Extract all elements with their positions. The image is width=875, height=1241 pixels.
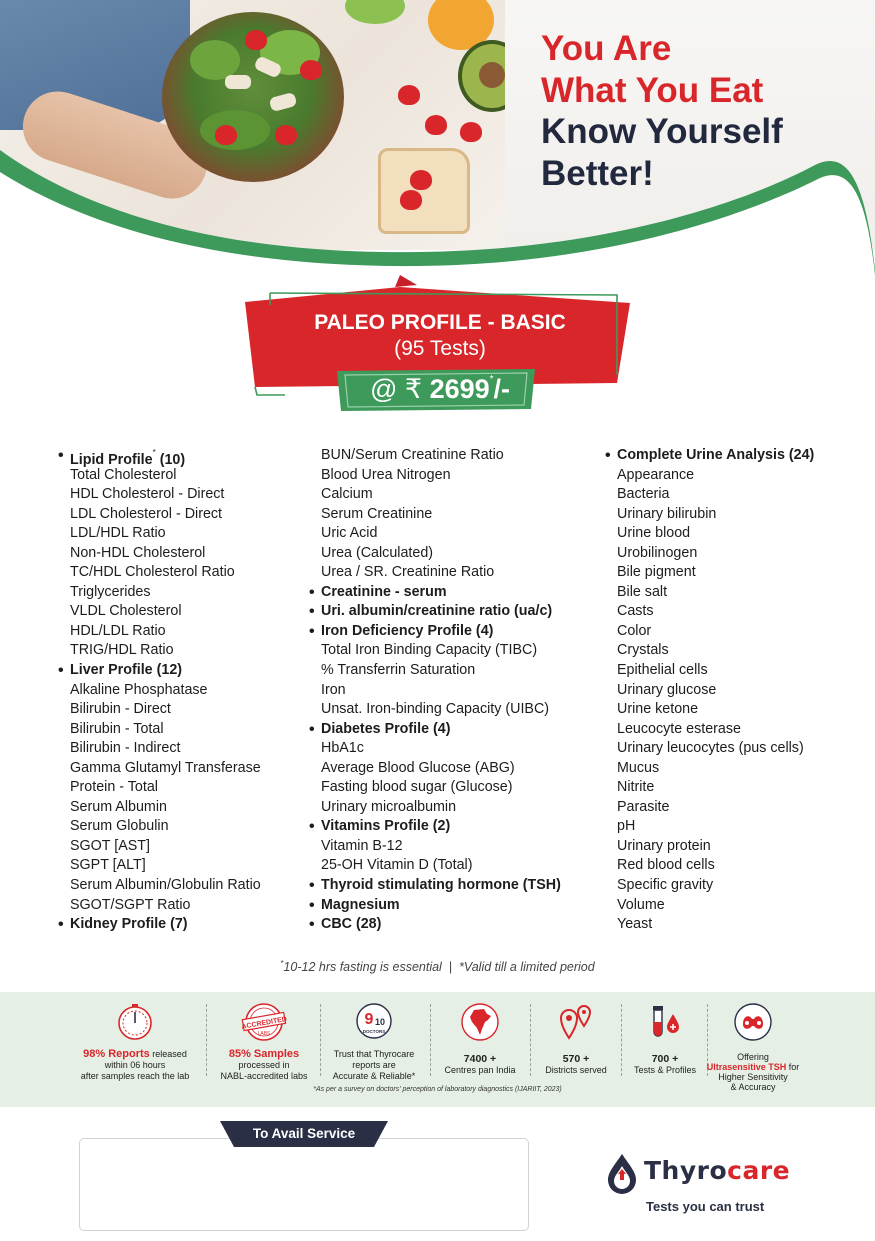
test-group-heading bbox=[321, 602, 561, 622]
test-name: Urea (Calculated) bbox=[321, 544, 434, 561]
feature-divider bbox=[206, 1004, 207, 1076]
headline-line-4: Better! bbox=[541, 153, 654, 193]
feature-nabl-bold: 85% Samples bbox=[228, 1048, 300, 1060]
thyroid-badge-icon bbox=[733, 1002, 773, 1042]
test-item bbox=[321, 837, 561, 857]
test-group-heading bbox=[321, 817, 561, 837]
test-name: Volume bbox=[617, 896, 665, 913]
test-name: Lipid Profile bbox=[70, 451, 153, 468]
feature-tsh-line2: Higher Sensitivity bbox=[718, 1072, 788, 1082]
feature-reports-line2: within 06 hours bbox=[104, 1060, 166, 1070]
test-count: (10) bbox=[155, 451, 186, 468]
test-name: Thyroid stimulating hormone (TSH) bbox=[321, 877, 561, 894]
test-name: SGOT [AST] bbox=[70, 837, 150, 854]
test-name: Leucocyte esterase bbox=[617, 720, 741, 737]
feature-divider bbox=[430, 1004, 431, 1076]
test-item bbox=[617, 817, 814, 837]
stopwatch-icon bbox=[115, 1002, 155, 1042]
thyrocare-tagline: Tests you can trust bbox=[646, 1199, 765, 1214]
test-name: Urinary glucose bbox=[617, 681, 717, 698]
test-name: Bile salt bbox=[617, 583, 668, 600]
test-name: Bacteria bbox=[617, 486, 670, 503]
feature-reports-line3: after samples reach the lab bbox=[80, 1071, 190, 1081]
test-item bbox=[617, 524, 814, 544]
test-name: Iron Deficiency Profile (4) bbox=[321, 622, 494, 639]
test-group-heading bbox=[321, 896, 561, 916]
test-item bbox=[617, 700, 814, 720]
test-item bbox=[70, 700, 261, 720]
test-item bbox=[617, 856, 814, 876]
feature-doctor-line1: Trust that Thyrocare bbox=[333, 1049, 415, 1059]
test-item bbox=[617, 641, 814, 661]
test-name: TRIG/HDL Ratio bbox=[70, 642, 174, 659]
feature-tsh-red: Ultrasensitive TSH bbox=[706, 1062, 787, 1072]
test-item bbox=[70, 524, 261, 544]
test-name: Bilirubin - Indirect bbox=[70, 740, 181, 757]
price-suffix: /- bbox=[493, 374, 511, 404]
feature-reports-rest: released bbox=[149, 1049, 187, 1059]
test-group-heading bbox=[321, 583, 561, 603]
test-name: Yeast bbox=[617, 916, 653, 933]
test-name: Vitamin B-12 bbox=[321, 837, 403, 854]
test-name: LDL Cholesterol - Direct bbox=[70, 505, 223, 522]
avail-service-label: To Avail Service bbox=[252, 1126, 356, 1141]
test-item bbox=[70, 681, 261, 701]
test-name: Bilirubin - Direct bbox=[70, 701, 171, 718]
test-name: 25-OH Vitamin D (Total) bbox=[321, 857, 473, 874]
test-name: Appearance bbox=[617, 466, 695, 483]
test-name: Protein - Total bbox=[70, 779, 158, 796]
test-name: SGOT/SGPT Ratio bbox=[70, 896, 191, 913]
test-name: Urinary microalbumin bbox=[321, 798, 457, 815]
test-name: Color bbox=[617, 622, 652, 639]
feature-centres-bold: 7400 + bbox=[463, 1053, 497, 1065]
test-name: Vitamins Profile (2) bbox=[321, 818, 451, 835]
test-name: TC/HDL Cholesterol Ratio bbox=[70, 564, 235, 581]
test-item bbox=[617, 466, 814, 486]
thyrocare-drop-icon bbox=[604, 1152, 640, 1198]
test-item bbox=[70, 778, 261, 798]
feature-nabl-text bbox=[210, 1049, 318, 1082]
price-mark: * bbox=[489, 374, 494, 385]
feature-districts-line2: Districts served bbox=[545, 1065, 607, 1075]
feature-doctor-line2: reports are bbox=[352, 1060, 396, 1070]
test-name: Average Blood Glucose (ABG) bbox=[321, 759, 515, 776]
test-name: Fasting blood sugar (Glucose) bbox=[321, 779, 513, 796]
test-item bbox=[70, 544, 261, 564]
thyrocare-wordmark bbox=[644, 1156, 790, 1185]
test-name: Red blood cells bbox=[617, 857, 715, 874]
test-item bbox=[321, 485, 561, 505]
test-item bbox=[617, 544, 814, 564]
feature-doctor-line3: Accurate & Reliable* bbox=[332, 1071, 416, 1081]
test-item bbox=[70, 485, 261, 505]
test-item bbox=[321, 739, 561, 759]
test-name: Crystals bbox=[617, 642, 669, 659]
test-tube-drop-icon bbox=[645, 1002, 685, 1042]
test-item bbox=[70, 837, 261, 857]
feature-tests-line2: Tests & Profiles bbox=[633, 1065, 697, 1075]
feature-tests-text bbox=[625, 1054, 705, 1076]
test-name: Mucus bbox=[617, 759, 660, 776]
test-item bbox=[321, 681, 561, 701]
profile-title: PALEO PROFILE - BASIC bbox=[314, 311, 566, 334]
test-name: Epithelial cells bbox=[617, 662, 708, 679]
test-item bbox=[321, 778, 561, 798]
feature-tsh-line3: & Accuracy bbox=[730, 1082, 776, 1092]
test-group-heading bbox=[321, 876, 561, 896]
hero-headline bbox=[541, 28, 783, 194]
test-name: Gamma Glutamyl Transferase bbox=[70, 759, 261, 776]
india-map-icon bbox=[460, 1002, 500, 1042]
test-name: Total Iron Binding Capacity (TIBC) bbox=[321, 642, 538, 659]
test-item bbox=[70, 641, 261, 661]
test-name: Bile pigment bbox=[617, 564, 696, 581]
test-item bbox=[321, 641, 561, 661]
test-item bbox=[321, 798, 561, 818]
test-name: Urinary bilirubin bbox=[617, 505, 717, 522]
feature-districts bbox=[534, 1002, 618, 1087]
test-name: Urinary leucocytes (pus cells) bbox=[617, 740, 804, 757]
test-name: Total Cholesterol bbox=[70, 466, 177, 483]
test-item bbox=[321, 544, 561, 564]
test-name: HDL/LDL Ratio bbox=[70, 622, 166, 639]
test-name: Blood Urea Nitrogen bbox=[321, 466, 451, 483]
profile-banner bbox=[245, 275, 635, 415]
trust-band bbox=[0, 992, 875, 1107]
test-name: Unsat. Iron-binding Capacity (UIBC) bbox=[321, 701, 550, 718]
test-group-heading bbox=[70, 661, 261, 681]
test-group-heading bbox=[321, 915, 561, 935]
feature-centres bbox=[434, 1002, 526, 1087]
test-name: Urine ketone bbox=[617, 701, 699, 718]
profile-price bbox=[245, 374, 635, 405]
test-name: LDL/HDL Ratio bbox=[70, 525, 166, 542]
stamp-text: ACCREDITED bbox=[241, 1016, 287, 1031]
test-name: Serum Creatinine bbox=[321, 505, 433, 522]
test-item bbox=[617, 915, 814, 935]
headline-line-3: Know Yourself bbox=[541, 112, 783, 151]
test-item bbox=[70, 759, 261, 779]
test-item bbox=[70, 505, 261, 525]
headline-line-2: What You Eat bbox=[541, 70, 764, 110]
test-item bbox=[617, 759, 814, 779]
feature-divider bbox=[320, 1004, 321, 1076]
test-name: Bilirubin - Total bbox=[70, 720, 164, 737]
test-name: HbA1c bbox=[321, 740, 364, 757]
test-item bbox=[70, 876, 261, 896]
test-item bbox=[617, 661, 814, 681]
test-group-heading bbox=[617, 446, 814, 466]
feature-divider bbox=[530, 1004, 531, 1076]
test-name: Casts bbox=[617, 603, 654, 620]
test-name: Uri. albumin/creatinine ratio (ua/c) bbox=[321, 603, 553, 620]
footnote-mark: * bbox=[280, 959, 284, 968]
test-name: Magnesium bbox=[321, 896, 400, 913]
feature-tests-bold: 700 + bbox=[651, 1053, 679, 1065]
test-item bbox=[617, 876, 814, 896]
feature-districts-bold: 570 + bbox=[562, 1053, 590, 1065]
test-item bbox=[617, 837, 814, 857]
headline-line-1: You Are bbox=[541, 29, 672, 68]
test-item bbox=[321, 563, 561, 583]
test-item bbox=[617, 602, 814, 622]
feature-reports-text bbox=[70, 1049, 200, 1082]
test-item bbox=[321, 524, 561, 544]
hero-section bbox=[0, 0, 875, 275]
test-item bbox=[617, 583, 814, 603]
wordmark-care: care bbox=[727, 1156, 791, 1185]
test-item bbox=[70, 856, 261, 876]
stamp-subtext: LABS bbox=[257, 1031, 271, 1037]
feature-nabl-samples bbox=[210, 1002, 318, 1087]
test-item bbox=[321, 661, 561, 681]
test-name: CBC (28) bbox=[321, 916, 382, 933]
test-name: Liver Profile (12) bbox=[70, 662, 183, 679]
test-column-2 bbox=[321, 446, 561, 935]
test-name: Urea / SR. Creatinine Ratio bbox=[321, 564, 495, 581]
test-column-1 bbox=[70, 446, 261, 935]
test-item bbox=[321, 505, 561, 525]
test-item bbox=[70, 563, 261, 583]
feature-ultrasensitive-tsh bbox=[703, 1002, 803, 1092]
footnote-text: 10-12 hrs fasting is essential | *Valid till a limited period bbox=[283, 960, 595, 975]
test-item bbox=[321, 466, 561, 486]
profile-test-count: (95 Tests) bbox=[394, 337, 486, 360]
test-item bbox=[321, 446, 561, 466]
test-item bbox=[617, 798, 814, 818]
test-name: Creatinine - serum bbox=[321, 583, 447, 600]
test-name: SGPT [ALT] bbox=[70, 857, 146, 874]
feature-centres-line2: Centres pan India bbox=[444, 1065, 516, 1075]
test-item bbox=[617, 622, 814, 642]
footnote bbox=[0, 959, 875, 974]
test-name: Serum Globulin bbox=[70, 818, 169, 835]
test-name: Urinary protein bbox=[617, 837, 711, 854]
test-item bbox=[70, 720, 261, 740]
test-item bbox=[617, 681, 814, 701]
test-item bbox=[617, 896, 814, 916]
test-item bbox=[617, 485, 814, 505]
test-name: pH bbox=[617, 818, 636, 835]
test-name: Serum Albumin/Globulin Ratio bbox=[70, 877, 261, 894]
price-amount: 2699 bbox=[429, 374, 490, 404]
location-pins-icon bbox=[556, 1002, 596, 1042]
test-group-heading bbox=[70, 915, 261, 935]
test-name: Calcium bbox=[321, 486, 373, 503]
avail-service-box bbox=[79, 1138, 529, 1231]
test-item bbox=[617, 739, 814, 759]
test-item bbox=[321, 856, 561, 876]
test-name: Iron bbox=[321, 681, 346, 698]
test-mark: * bbox=[152, 448, 156, 457]
feature-doctor-text bbox=[324, 1049, 424, 1082]
feature-doctor-trust bbox=[324, 1002, 424, 1087]
feature-divider bbox=[621, 1004, 622, 1076]
test-item bbox=[70, 622, 261, 642]
test-item bbox=[617, 563, 814, 583]
test-item bbox=[321, 759, 561, 779]
test-name: Parasite bbox=[617, 798, 670, 815]
test-name: Nitrite bbox=[617, 779, 655, 796]
thyrocare-logo bbox=[604, 1150, 804, 1220]
test-item bbox=[70, 739, 261, 759]
test-item bbox=[70, 896, 261, 916]
test-item bbox=[70, 602, 261, 622]
nine-of-ten-doctors-icon bbox=[354, 1002, 394, 1042]
test-name: Non-HDL Cholesterol bbox=[70, 544, 206, 561]
accredited-stamp-icon bbox=[241, 1002, 287, 1042]
feature-tests bbox=[625, 1002, 705, 1087]
test-name: Urine blood bbox=[617, 525, 691, 542]
test-column-3 bbox=[617, 446, 814, 935]
price-prefix: @ ₹ bbox=[369, 374, 423, 404]
test-name: Urobilinogen bbox=[617, 544, 698, 561]
test-name: BUN/Serum Creatinine Ratio bbox=[321, 447, 504, 463]
test-item bbox=[617, 720, 814, 740]
test-name: VLDL Cholesterol bbox=[70, 603, 182, 620]
test-group-heading bbox=[321, 720, 561, 740]
test-name: % Transferrin Saturation bbox=[321, 662, 476, 679]
feature-tsh-line1: Offering bbox=[737, 1052, 769, 1062]
test-item bbox=[70, 817, 261, 837]
feature-districts-text bbox=[534, 1054, 618, 1076]
test-item bbox=[70, 583, 261, 603]
feature-nabl-line3: NABL-accredited labs bbox=[220, 1071, 308, 1081]
test-name: HDL Cholesterol - Direct bbox=[70, 486, 225, 503]
test-item bbox=[617, 778, 814, 798]
test-name: Kidney Profile (7) bbox=[70, 916, 188, 933]
test-group-heading bbox=[70, 446, 261, 466]
test-name: Alkaline Phosphatase bbox=[70, 681, 208, 698]
feature-nabl-line2: processed in bbox=[238, 1060, 290, 1070]
test-name: Serum Albumin bbox=[70, 798, 167, 815]
wordmark-thyro: Thyro bbox=[644, 1156, 728, 1185]
test-name: Complete Urine Analysis (24) bbox=[617, 447, 815, 463]
test-item bbox=[321, 700, 561, 720]
feature-tsh-red-rest: for bbox=[786, 1062, 800, 1072]
doctors-ten: 10 bbox=[374, 1017, 386, 1027]
survey-note: *As per a survey on doctors' perception of laboratory diagnostics (IJARIIT, 2023) bbox=[313, 1086, 562, 1093]
feature-reports-time bbox=[70, 1002, 200, 1087]
test-name: Triglycerides bbox=[70, 583, 151, 600]
test-name: Diabetes Profile (4) bbox=[321, 720, 451, 737]
feature-reports-bold: 98% Reports bbox=[83, 1048, 150, 1060]
feature-centres-text bbox=[434, 1054, 526, 1076]
doctors-nine: 9 bbox=[364, 1011, 374, 1028]
test-group-heading bbox=[321, 622, 561, 642]
test-name: Specific gravity bbox=[617, 877, 714, 894]
test-item bbox=[70, 466, 261, 486]
test-name: Uric Acid bbox=[321, 525, 378, 542]
test-item bbox=[617, 505, 814, 525]
doctors-label: DOCTORS bbox=[362, 1029, 386, 1034]
test-item bbox=[70, 798, 261, 818]
